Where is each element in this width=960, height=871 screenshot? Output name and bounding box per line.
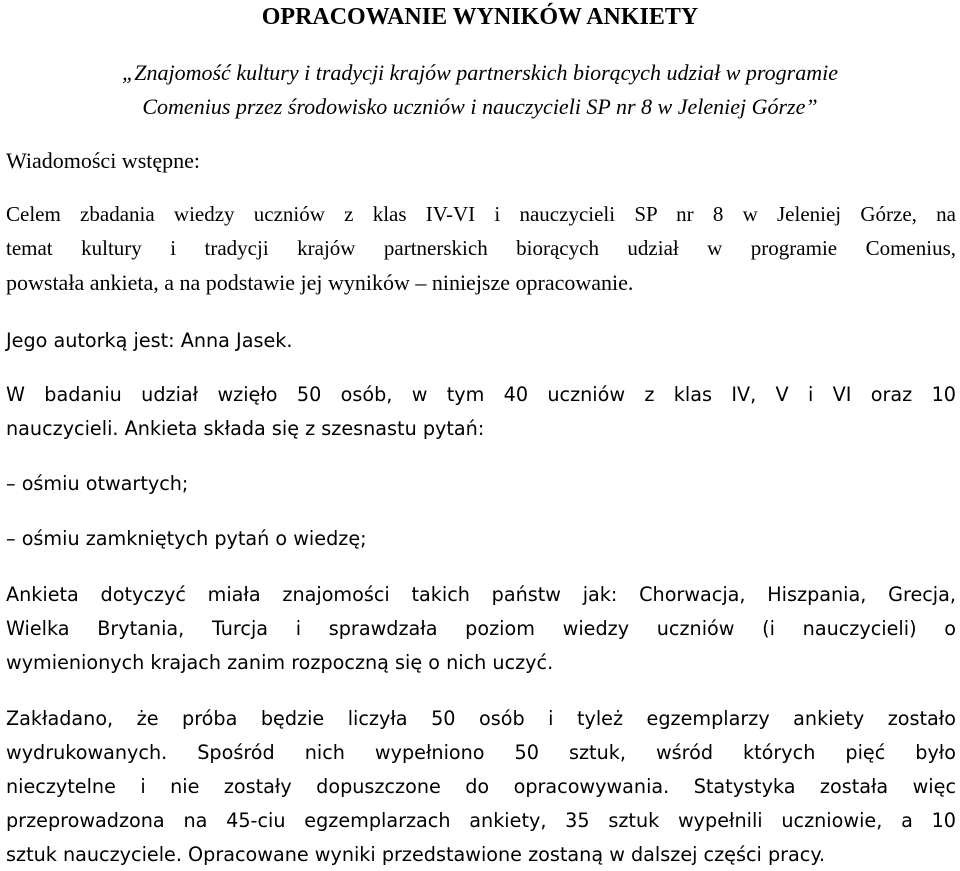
paragraph-line: powstała ankieta, a na podstawie jej wyników – niniejsze opracowanie. bbox=[6, 270, 634, 295]
paragraph-line: Celem zbadania wiedzy uczniów z klas IV-VI i nauczycieli SP nr 8 w Jeleniej Górze, na bbox=[6, 202, 956, 226]
author-line: Jego autorką jest: Anna Jasek. bbox=[6, 329, 293, 352]
paragraph-line: wydrukowanych. Spośród nich wypełniono 50 sztuk, wśród których pięć było bbox=[6, 741, 956, 764]
subtitle-line: Comenius przez środowisko uczniów i nauczycieli SP nr 8 w Jeleniej Górze” bbox=[142, 94, 818, 119]
paragraph-line: temat kultury i tradycji krajów partnerskich biorących udział w programie Comenius, bbox=[6, 236, 956, 260]
subtitle-line: „Znajomość kultury i tradycji krajów partnerskich biorących udział w programie bbox=[122, 60, 838, 85]
paragraph-line: W badaniu udział wzięło 50 osób, w tym 40 uczniów z klas IV, V i VI oraz 10 bbox=[6, 383, 956, 406]
list-item: – ośmiu zamkniętych pytań o wiedzę; bbox=[6, 527, 367, 550]
paragraph-line: nieczytelne i nie zostały dopuszczone do opracowywania. Statystyka została więc bbox=[6, 775, 956, 798]
paragraph-line: wymienionych krajach zanim rozpoczną się o nich uczyć. bbox=[6, 651, 554, 674]
paragraph-line: Wielka Brytania, Turcja i sprawdzała poziom wiedzy uczniów (i nauczycieli) o bbox=[6, 617, 956, 640]
paragraph-line: Ankieta dotyczyć miała znajomości takich państw jak: Chorwacja, Hiszpania, Grecja, bbox=[6, 583, 956, 606]
paragraph-line: przeprowadzona na 45-ciu egzemplarzach ankiety, 35 sztuk wypełnili uczniowie, a 10 bbox=[6, 809, 956, 832]
paragraph-line: sztuk nauczyciele. Opracowane wyniki przedstawione zostaną w dalszej części pracy. bbox=[6, 843, 826, 866]
intro-heading: Wiadomości wstępne: bbox=[6, 148, 201, 173]
list-item: – ośmiu otwartych; bbox=[6, 472, 189, 495]
paragraph-line: Zakładano, że próba będzie liczyła 50 osób i tyleż egzemplarzy ankiety zostało bbox=[6, 707, 956, 730]
paragraph-line: nauczycieli. Ankieta składa się z szesnastu pytań: bbox=[6, 417, 485, 440]
survey-subtitle bbox=[0, 56, 960, 124]
document-title: OPRACOWANIE WYNIKÓW ANKIETY bbox=[261, 4, 699, 30]
